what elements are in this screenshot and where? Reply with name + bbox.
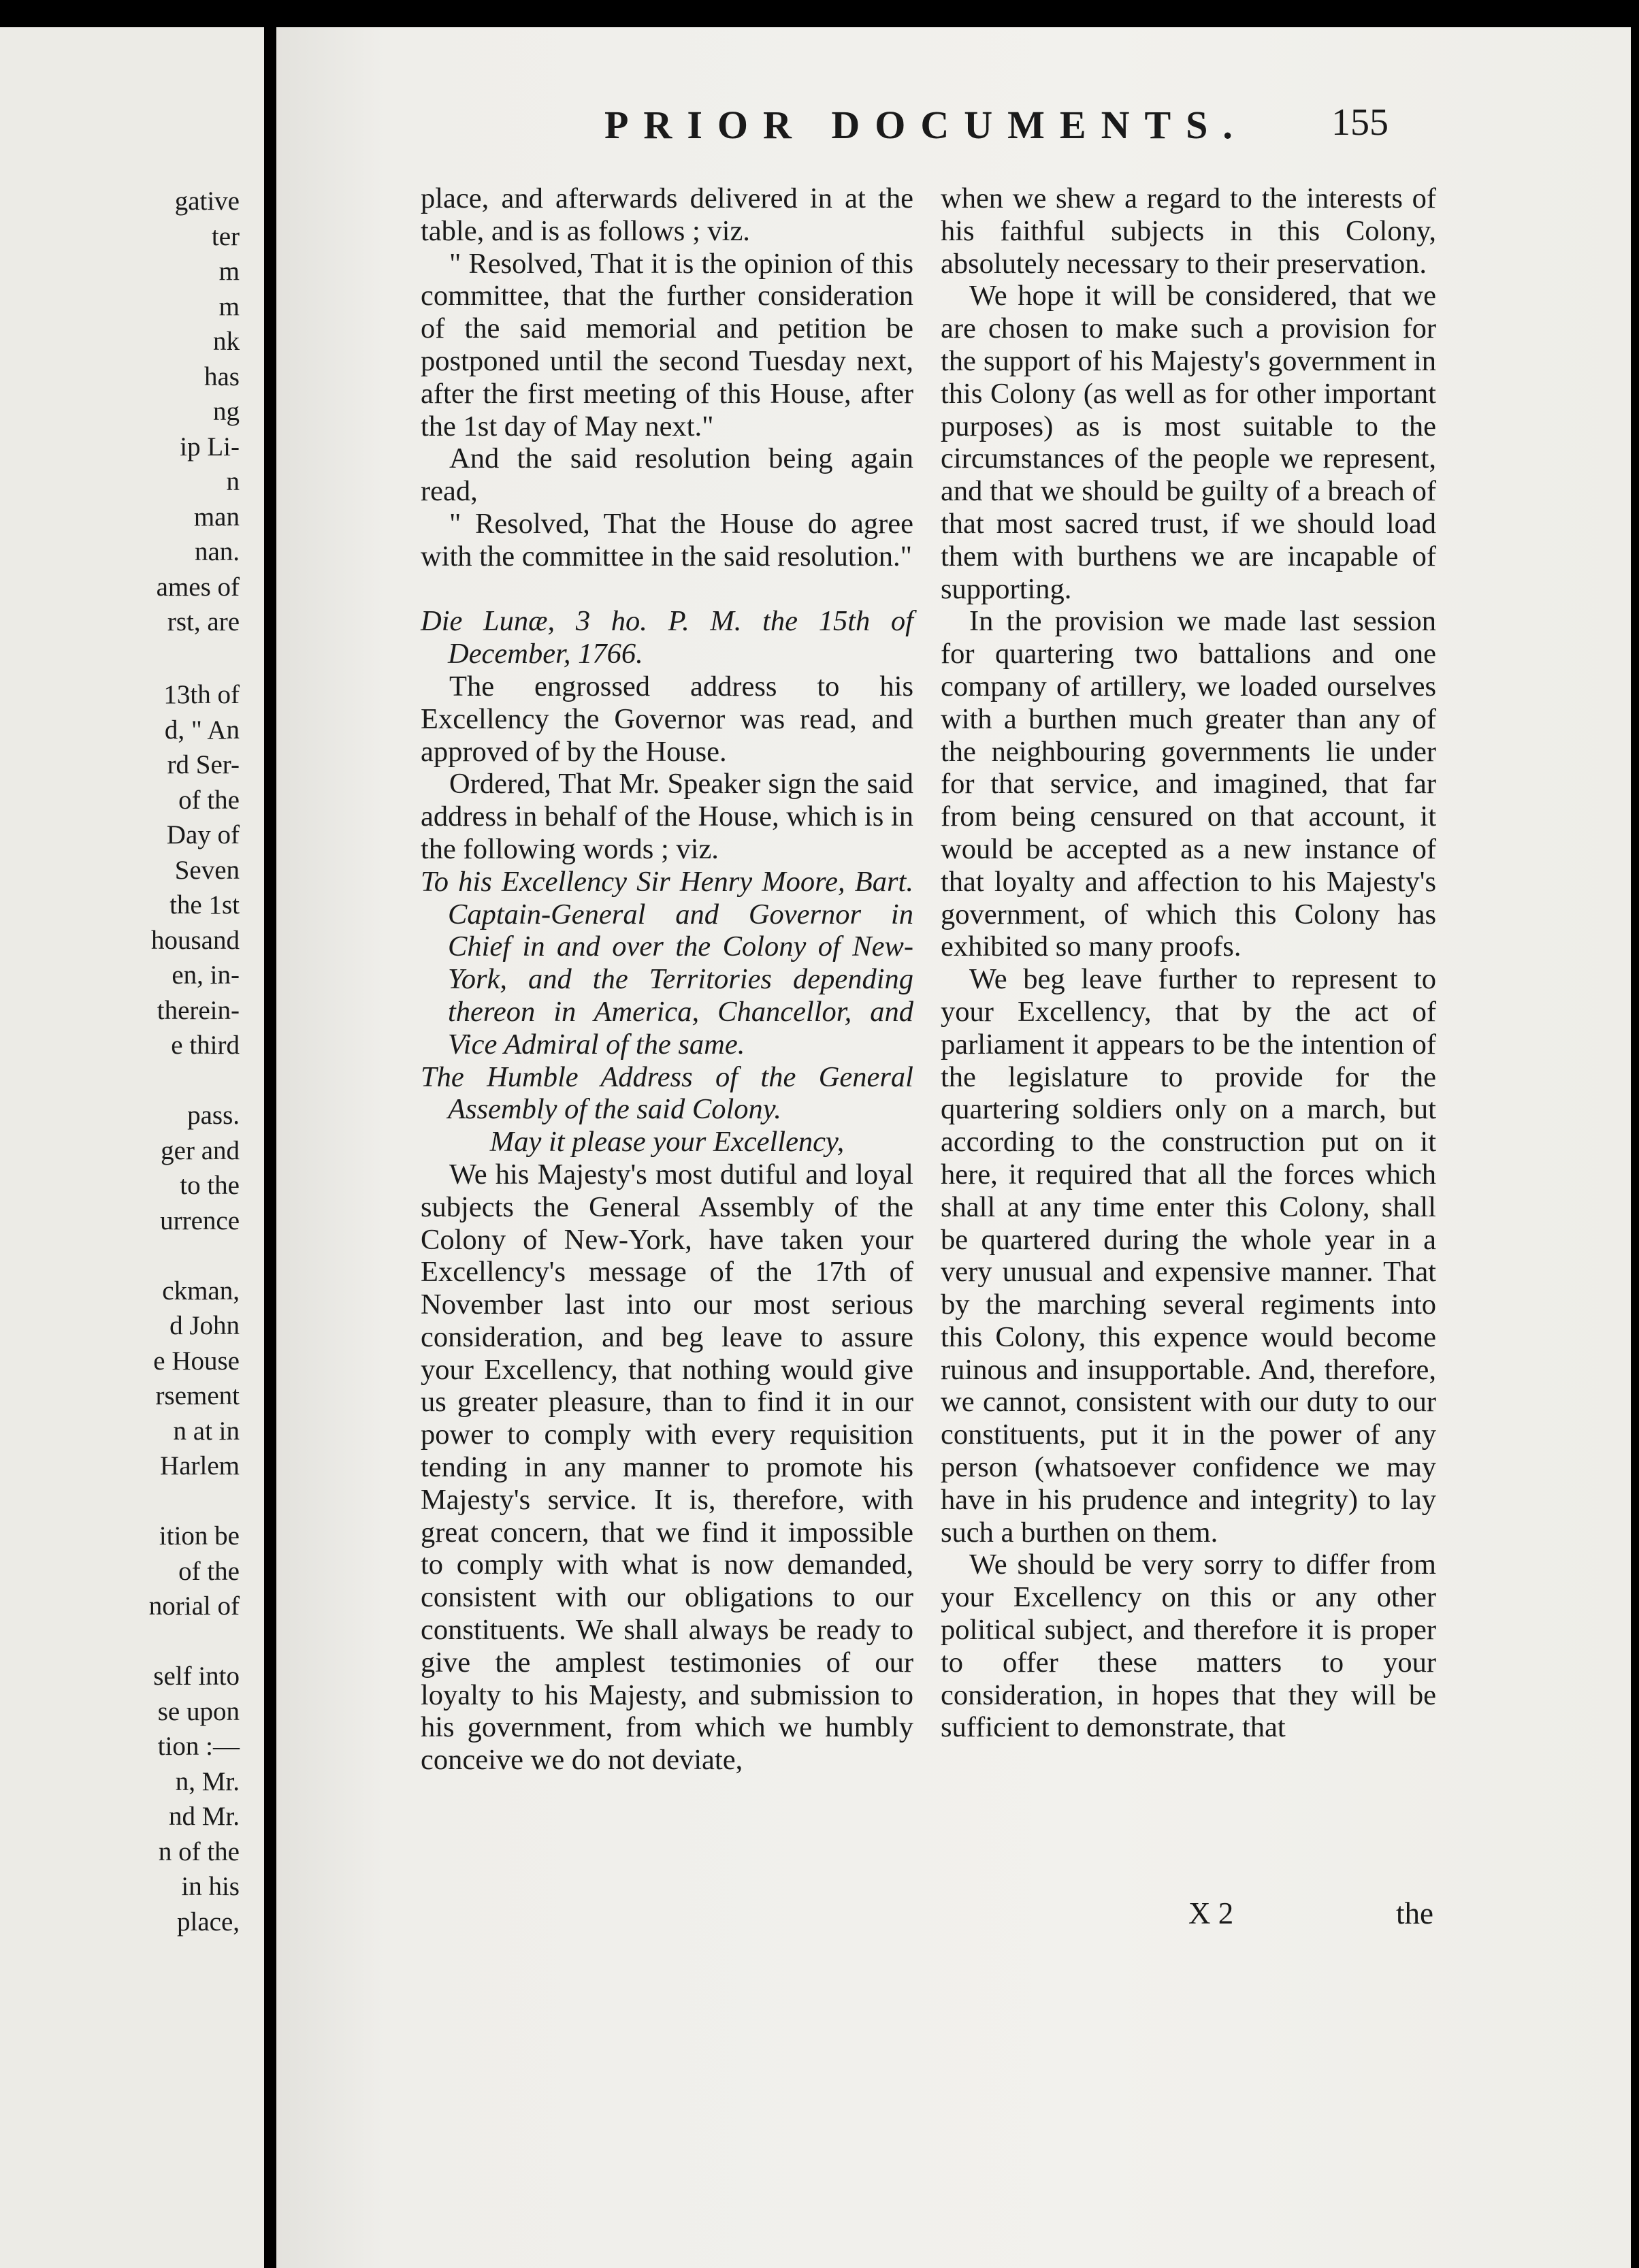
facing-page-line: n at in <box>173 1416 240 1446</box>
facing-page-line: has <box>204 361 240 391</box>
facing-page-line: housand <box>151 925 240 955</box>
facing-page-line: e House <box>153 1346 240 1376</box>
left-column-paragraph: Die Lunæ, 3 ho. P. M. the 15th of December, 1766. <box>421 605 913 670</box>
facing-page-line: se upon <box>157 1696 240 1726</box>
paragraph-spacer <box>421 573 913 606</box>
facing-page-line: of the <box>178 1556 240 1586</box>
facing-page-line: place, <box>176 1907 240 1937</box>
text-column-right <box>941 182 1436 1744</box>
facing-page-line: therein- <box>157 995 240 1025</box>
facing-page-line: rd Ser- <box>167 750 240 779</box>
page-header <box>545 102 1389 157</box>
left-column-paragraph: The Humble Address of the General Assembly of the said Colony. <box>421 1060 913 1126</box>
facing-page-line: self into <box>153 1662 240 1691</box>
left-column-paragraph: And the said resolution being again read, <box>421 442 913 508</box>
facing-page-line: to the <box>180 1171 240 1200</box>
facing-page-line: pass. <box>187 1101 240 1130</box>
facing-page-line <box>0 1484 265 1519</box>
running-head: PRIOR DOCUMENTS. <box>604 103 1248 147</box>
facing-page-line: ames of <box>156 572 240 602</box>
facing-page-lines-bottom <box>0 677 265 1939</box>
facing-page-line <box>0 1624 265 1659</box>
left-column-paragraph: " Resolved, That it is the opinion of this committee, that the further consideration of the said memorial and petition be postponed until the second Tuesday next, after the first meeting of this House, after the 1st day of May next." <box>421 247 913 442</box>
facing-page-line: n <box>226 467 240 496</box>
page-footer <box>957 1896 1433 1937</box>
facing-page-line: rst, are <box>167 607 240 636</box>
catchword: the <box>1396 1896 1433 1930</box>
facing-page-line <box>0 1063 265 1099</box>
signature-mark: X 2 <box>1188 1896 1234 1930</box>
left-column-paragraph: The engrossed address to his Excellency the Governor was read, and approved of by the House. <box>421 670 913 768</box>
facing-page-line: n of the <box>158 1836 240 1866</box>
facing-page-line: tion :— <box>157 1732 240 1761</box>
facing-page-line: Day of <box>166 820 240 849</box>
page-number: 155 <box>1331 101 1389 144</box>
facing-page-line: d, " An <box>164 715 240 745</box>
facing-page-line: en, in- <box>172 960 240 990</box>
facing-page-line <box>0 1238 265 1274</box>
facing-page-line: ger and <box>161 1135 240 1165</box>
facing-page-line: nk <box>213 327 240 356</box>
left-column-paragraph: place, and afterwards delivered in at the table, and is as follows ; viz. <box>421 182 913 247</box>
facing-page-line: urrence <box>160 1205 240 1235</box>
page-edge <box>1631 27 1639 2268</box>
facing-page-line: Harlem <box>160 1451 240 1480</box>
facing-page-line: ip Li- <box>180 432 240 461</box>
facing-page-line: in his <box>181 1872 240 1901</box>
facing-page-fragment <box>0 27 265 2268</box>
facing-page-line: norial of <box>148 1591 240 1621</box>
right-column-paragraph: We hope it will be considered, that we are chosen to make such a provision for the support of his Majesty's government in this Colony (as well as for other important purposes) as is most suitable to the circumstances of the people we represent, and that we should be guilty of a breach of that most sacred trust, if we should load them with burthens we are incapable of supporting. <box>941 280 1436 605</box>
right-column-paragraph: In the provision we made last session for quartering two battalions and one company of artillery, we loaded ourselves with a burthen much greater than any of the neighbouring governments lie under for that service, and imagined, that far from being censured on that account, it would be accepted as a new instance of that loyalty and affection to his Majesty's government, of which this Colony has exhibited so many proofs. <box>941 605 1436 963</box>
facing-page-line: man <box>193 502 240 532</box>
facing-page-line: e third <box>171 1031 240 1060</box>
facing-page-line: rsement <box>155 1381 240 1410</box>
left-column-paragraph: Ordered, That Mr. Speaker sign the said address in behalf of the House, which is in the following words ; viz. <box>421 768 913 865</box>
right-column-paragraph: We beg leave further to represent to your Excellency, that by the act of parliament it appears to be the intention of the legislature to provide for the quartering soldiers only on a march, but according to the construction put on it here, it required that all the forces which shall at any time enter this Colony, shall be quartered during the whole year in a very unusual and expensive manner. That by the marching several regiments into this Colony, this expence would become ruinous and insupportable. And, therefore, we cannot, consistent with our duty to our constituents, put it in the power of any person (whatsoever confidence we may have in his prudence and integrity) to lay such a burthen on them. <box>941 963 1436 1549</box>
facing-page-line: nan. <box>194 537 240 566</box>
facing-page-line: ter <box>211 221 240 251</box>
left-column-paragraph: We his Majesty's most dutiful and loyal subjects the General Assembly of the Colony of New-York, have taken your Excellency's message of the 17th of November last into our most serious consideration, and beg leave to assure your Excellency, that nothing would give us greater pleasure, than to find it in our power to comply with every requisition tending in any manner to promote his Majesty's service. It is, therefore, with great concern, that we find it impossible to comply with what is now demanded, consistent with our obligations to our constituents. We shall always be ready to give the amplest testimonies of our loyalty to his Majesty, and submission to his government, from which we humbly conceive we do not deviate, <box>421 1158 913 1777</box>
facing-page-line: Seven <box>174 855 240 885</box>
left-column-paragraph: To his Excellency Sir Henry Moore, Bart. Captain-General and Governor in Chief in and over the Colony of New-York, and the Territories depending thereon in America, Chancellor, and Vice Admiral of the same. <box>421 865 913 1060</box>
facing-page-line: ition be <box>159 1521 240 1551</box>
page <box>276 27 1639 2268</box>
text-column-left <box>421 182 913 1777</box>
facing-page-line: d John <box>169 1311 240 1340</box>
facing-page-line: ckman, <box>162 1276 240 1306</box>
facing-page-line: gative <box>174 187 240 216</box>
facing-page-line: of the <box>178 785 240 815</box>
facing-page-line: m <box>218 257 240 286</box>
right-column-paragraph: when we shew a regard to the interests of his faithful subjects in this Colony, absolutely necessary to their preservation. <box>941 182 1436 280</box>
facing-page-line: the 1st <box>169 890 240 920</box>
facing-page-line: 13th of <box>163 680 240 709</box>
book-gutter <box>264 0 276 2268</box>
right-column-paragraph: We should be very sorry to differ from your Excellency on this or any other political subject, and therefore it is proper to offer these matters to your consideration, in hopes that they will be sufficient to demonstrate, that <box>941 1549 1436 1744</box>
facing-page-line: ng <box>213 397 240 426</box>
facing-page-line: n, Mr. <box>175 1766 240 1796</box>
facing-page-line: nd Mr. <box>168 1802 240 1831</box>
facing-page-lines-top <box>0 184 265 640</box>
facing-page-line: m <box>218 291 240 321</box>
left-column-paragraph: " Resolved, That the House do agree with the committee in the said resolution." <box>421 507 913 572</box>
left-column-paragraph: May it please your Excellency, <box>489 1126 845 1159</box>
